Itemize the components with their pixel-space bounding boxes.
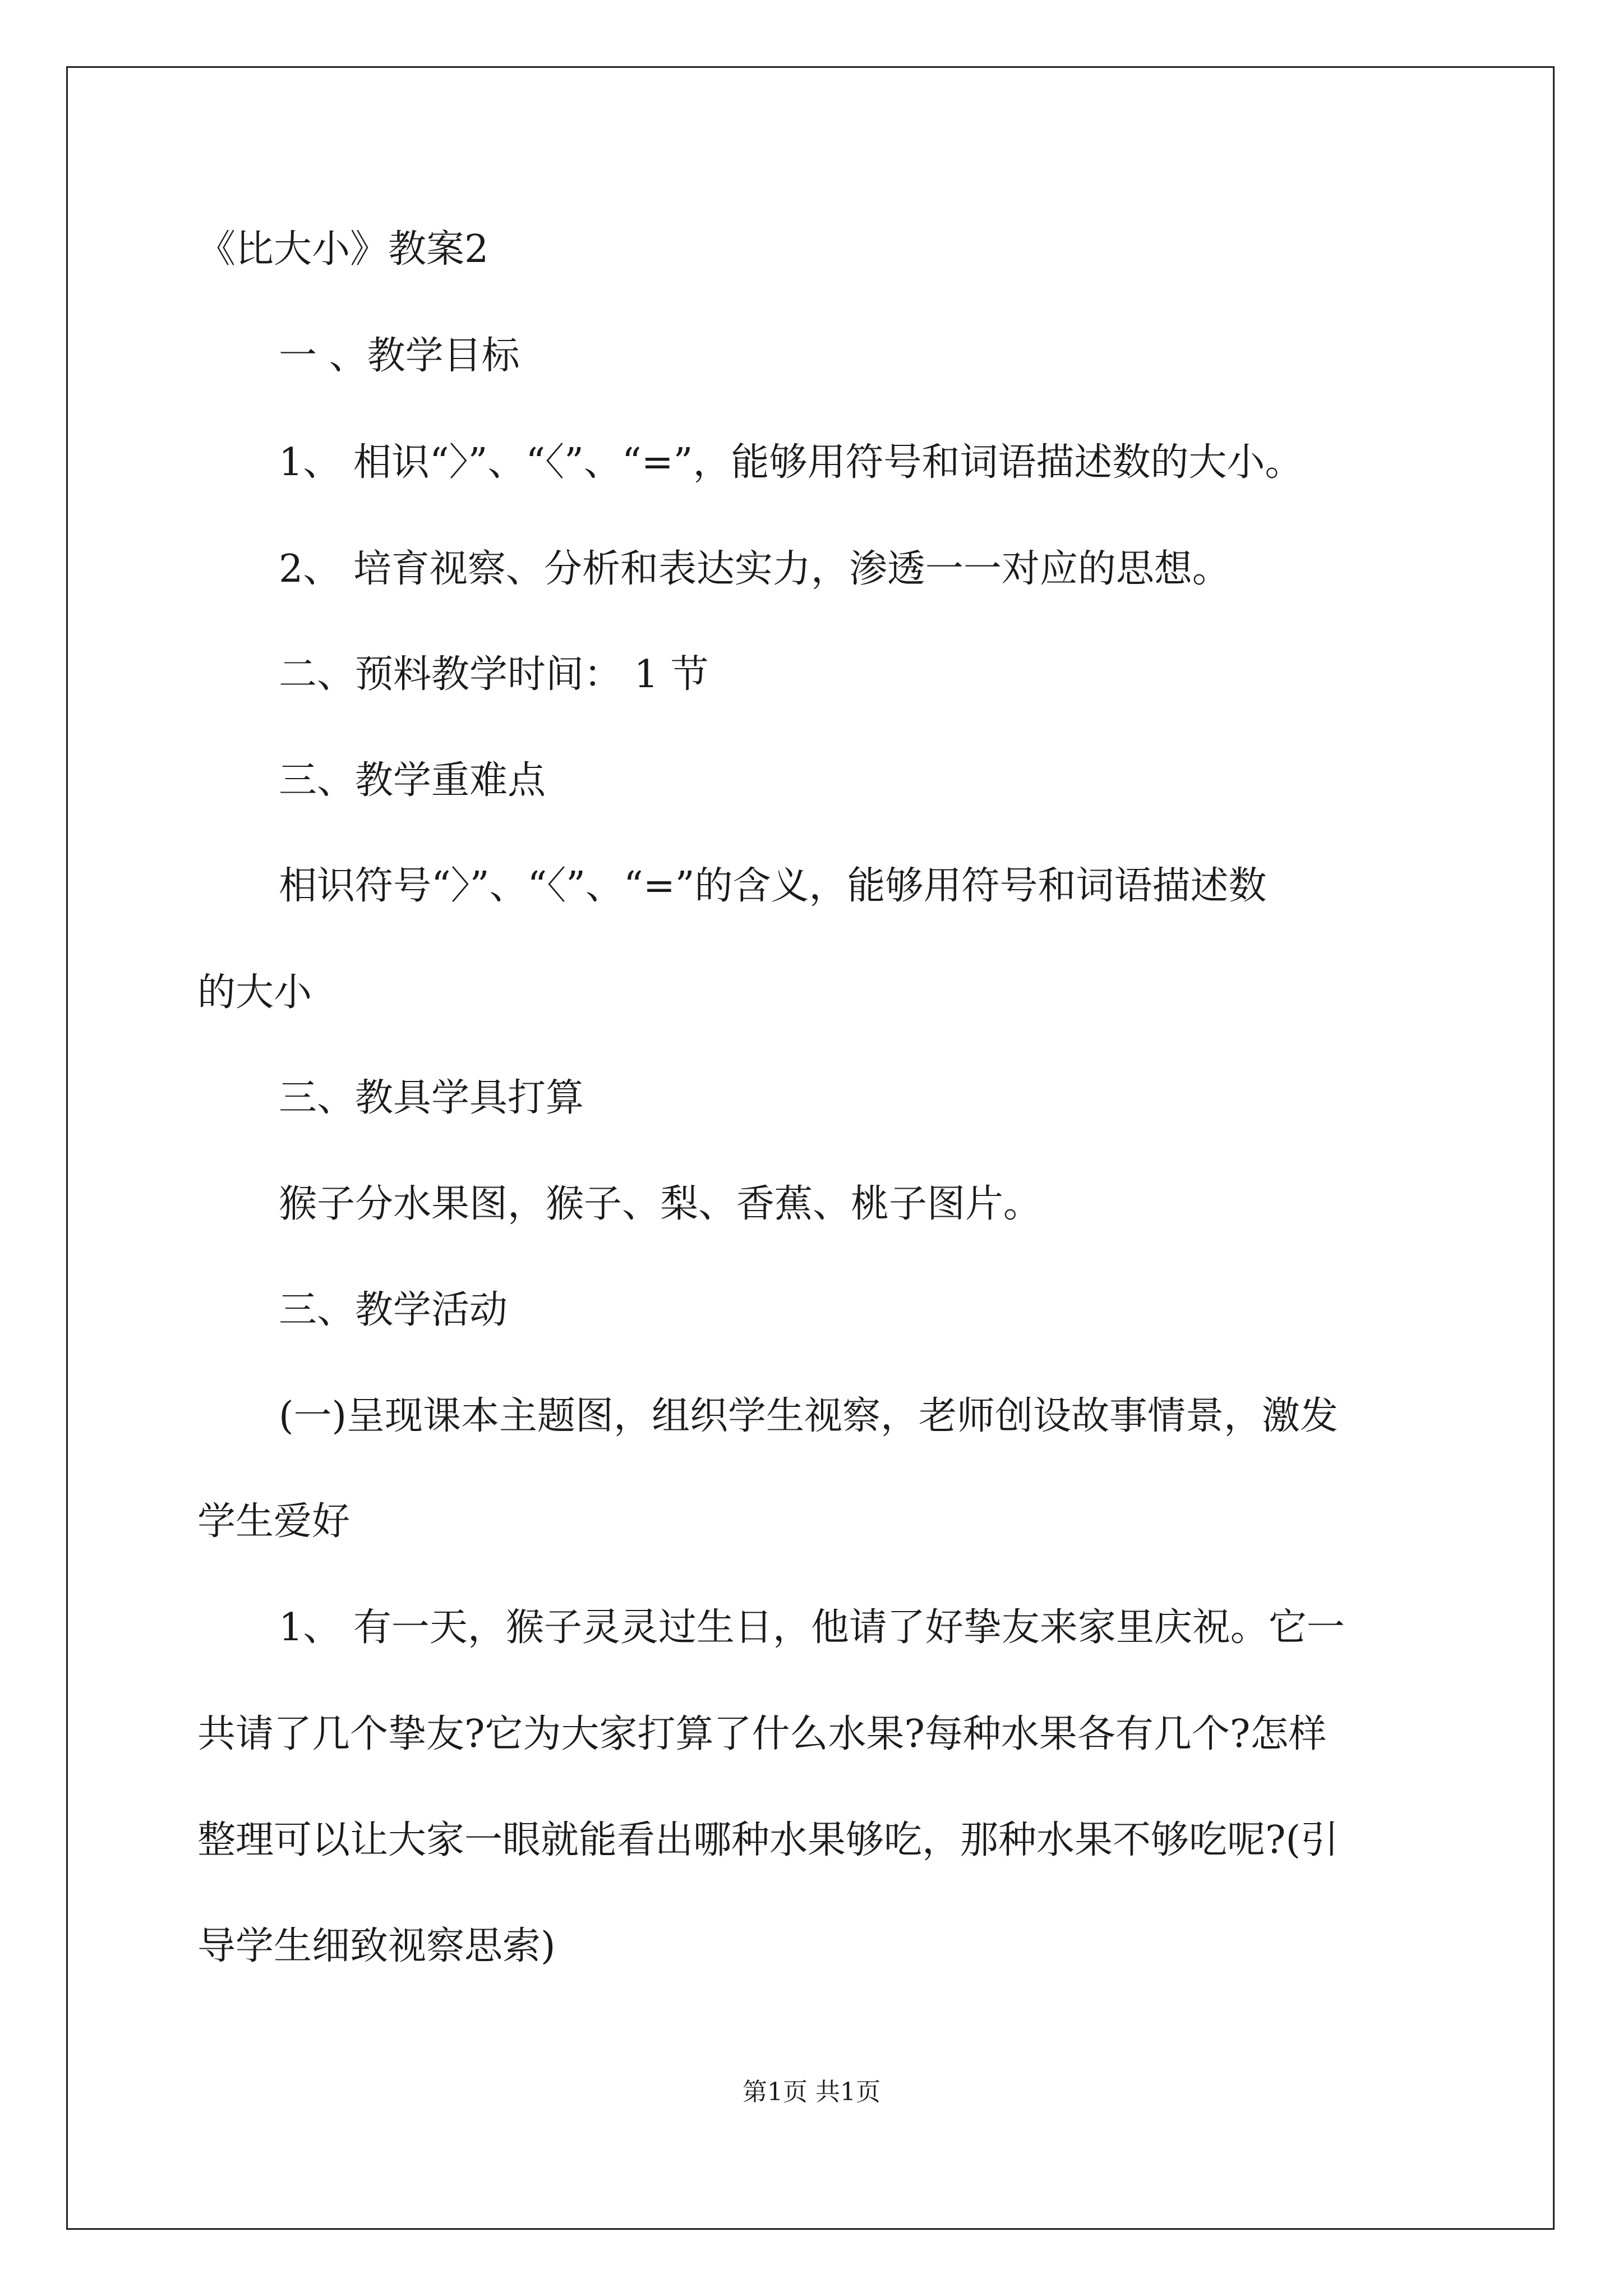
section-heading-time: 二、预料教学时间： 1 节 <box>279 652 709 697</box>
paragraph-key-points-line-1: 相识符号“〉”、“〈”、“=”的含义，能够用符号和词语描述数 <box>279 864 1267 908</box>
section-heading-activities: 三、教学活动 <box>279 1288 508 1332</box>
section-heading-key-points: 三、教学重难点 <box>279 758 546 803</box>
section-heading-materials: 三、教具学具打算 <box>279 1076 584 1120</box>
section-heading-objectives: 一 、教学目标 <box>279 334 520 378</box>
paragraph-activity-1-line-2: 学生爱好 <box>197 1499 351 1544</box>
paragraph-materials: 猴子分水果图，猴子、梨、香蕉、桃子图片。 <box>279 1182 1042 1226</box>
document-title: 《比大小》教案2 <box>197 227 489 272</box>
objective-item-2: 2、 培育视察、分析和表达实力，渗透一一对应的思想。 <box>279 547 1230 591</box>
page-footer: 第1页 共1页 <box>743 2078 880 2106</box>
paragraph-story-line-4: 导学生细致视察思索) <box>197 1924 556 1968</box>
paragraph-story-line-1: 1、 有一天，猴子灵灵过生日，他请了好挚友来家里庆祝。它一 <box>279 1605 1345 1650</box>
page-border <box>66 66 1555 2230</box>
paragraph-key-points-line-2: 的大小 <box>197 970 312 1015</box>
paragraph-activity-1-line-1: (一)呈现课本主题图，组织学生视察，老师创设故事情景，激发 <box>279 1394 1339 1438</box>
paragraph-story-line-3: 整理可以让大家一眼就能看出哪种水果够吃，那种水果不够吃呢?(引 <box>197 1818 1339 1862</box>
paragraph-story-line-2: 共请了几个挚友?它为大家打算了什么水果?每种水果各有几个?怎样 <box>197 1712 1327 1756</box>
objective-item-1: 1、 相识“〉”、“〈”、“=”，能够用符号和词语描述数的大小。 <box>279 440 1303 485</box>
